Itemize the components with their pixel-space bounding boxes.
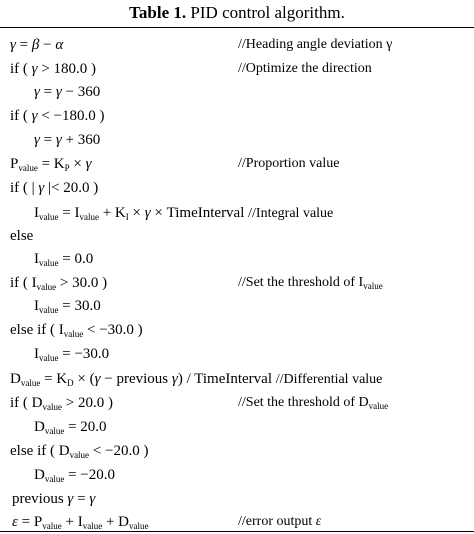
code-line-14: $I_{value} = -30.0$: [34, 346, 110, 363]
comment: //Set the threshold of $D_{value}$: [238, 395, 389, 411]
code-line-21: $\varepsilon = P_{value} + I_{value} + D_{value}$ //error output ε: [0, 510, 474, 534]
comment: //Optimize the direction: [238, 61, 372, 76]
comment: //error output ε: [238, 514, 322, 529]
comment: //Integral value: [248, 206, 334, 221]
comment: //Proportion value: [238, 156, 340, 171]
code-line-16: if ( $D_{value} > 20.0$ ) //Set the threshold of $D_{value}$: [0, 391, 474, 415]
bottom-rule: [0, 531, 474, 532]
comment: //Set the threshold of $I_{value}$: [238, 275, 383, 291]
code-line-6: $P_{value} = K_P \times \gamma$ //Proportion value: [0, 152, 474, 176]
code-line-9: [0, 224, 474, 248]
code-line-8: $I_{value} = I_{value} + K_I \times \gamma$ × TimeInterval //Integral value: [34, 205, 334, 222]
else-keyword: else: [10, 228, 34, 244]
code-line-4: if ( γ < −180.0 ): [10, 108, 105, 124]
code-line-11: if ( $I_{value} > 30.0$ ) //Set the threshold of $I_{value}$: [0, 271, 474, 295]
table-caption: PID control algorithm.: [190, 3, 345, 22]
code-line-1: γ = β − α //Heading angle deviation γ: [0, 33, 474, 57]
code-line-12: $I_{value} = 30.0$: [34, 298, 101, 315]
code-line-18: else if ( $D_{value} < -20.0$ ): [10, 443, 149, 460]
code-line-5: γ = γ + 360: [34, 132, 101, 148]
code-line-15: $D_{value} = K_D \times (\gamma$ − previous γ) / TimeInterval //Differential value: [10, 371, 383, 388]
code-line-7: if ( | γ |< 20.0 ): [10, 180, 99, 196]
code-line-20: previous γ = γ: [12, 491, 96, 507]
top-rule: [0, 27, 474, 28]
comment: //Heading angle deviation γ: [238, 37, 393, 52]
code-line-3: γ = γ − 360: [34, 84, 101, 100]
table-title: [0, 2, 474, 24]
comment: //Differential value: [275, 372, 383, 387]
table-label: Table 1.: [129, 3, 187, 22]
code-line-10: $I_{value} = 0.0$: [34, 251, 94, 268]
code-line-2: if ( γ > 180.0 ) //Optimize the direction: [0, 57, 474, 81]
code-line-13: else if ( $I_{value} < -30.0$ ): [10, 322, 143, 339]
code-line-17: $D_{value} = 20.0$: [34, 419, 107, 436]
code-line-19: $D_{value} = -20.0$: [34, 467, 116, 484]
